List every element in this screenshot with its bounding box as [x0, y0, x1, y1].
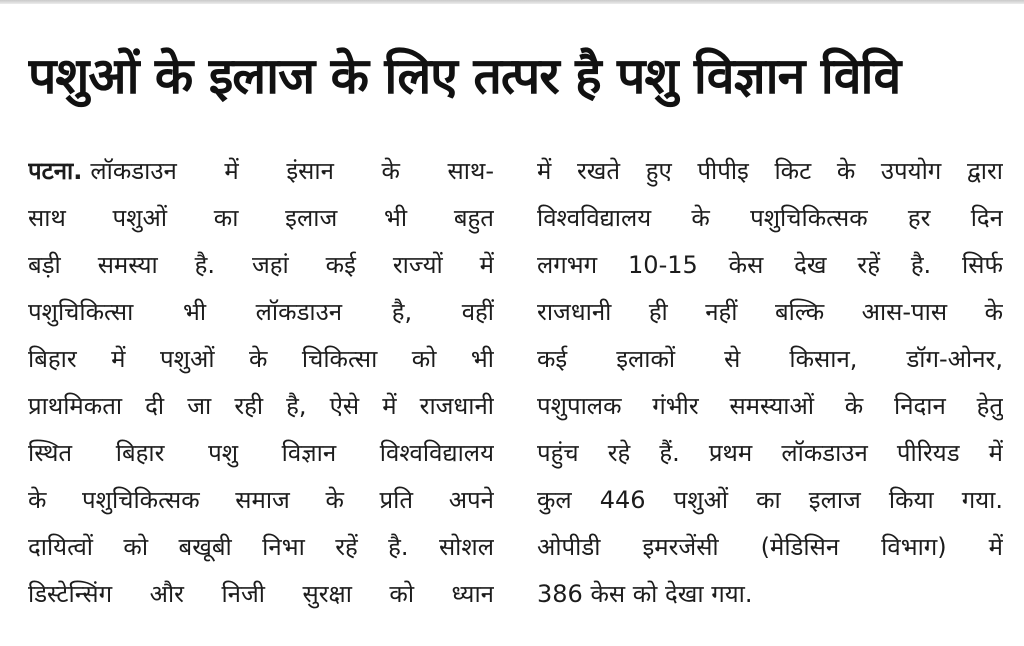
text-line: ओपीडी इमरजेंसी (मेडिसिन विभाग) में	[537, 533, 1003, 561]
text-line: साथ पशुओं का इलाज भी बहुत	[28, 204, 494, 232]
text-line: 386 केस को देखा गया.	[537, 580, 753, 608]
text-line: पहुंच रहे हैं. प्रथम लॉकडाउन पीरियड में	[537, 439, 1003, 467]
text-line: पशुपालक गंभीर समस्याओं के निदान हेतु	[537, 392, 1003, 420]
text-line: प्राथमिकता दी जा रही है, ऐसे में राजधानी	[28, 392, 494, 420]
text-line-content: लॉकडाउन में इंसान के साथ-	[90, 157, 494, 185]
text-line: पशुचिकित्सा भी लॉकडाउन है, वहीं	[28, 298, 494, 326]
text-line: कई इलाकों से किसान, डॉग-ओनर,	[537, 345, 1003, 373]
text-line	[28, 148, 494, 195]
article-column-right	[537, 148, 1003, 618]
top-rule	[0, 0, 1024, 4]
text-line: राजधानी ही नहीं बल्कि आस-पास के	[537, 298, 1003, 326]
text-line: में रखते हुए पीपीइ किट के उपयोग द्वारा	[537, 157, 1003, 185]
text-line: कुल 446 पशुओं का इलाज किया गया.	[537, 486, 1003, 514]
text-line: विश्वविद्यालय के पशुचिकित्सक हर दिन	[537, 204, 1003, 232]
article-column-left	[28, 148, 494, 618]
text-line: लगभग 10-15 केस देख रहें है. सिर्फ	[537, 251, 1003, 279]
text-line: के पशुचिकित्सक समाज के प्रति अपने	[28, 486, 494, 514]
article-headline: पशुओं के इलाज के लिए तत्पर है पशु विज्ञान विवि	[28, 47, 901, 105]
text-line: दायित्वों को बखूबी निभा रहें है. सोशल	[28, 533, 494, 561]
text-line: बड़ी समस्या है. जहां कई राज्यों में	[28, 251, 494, 279]
text-line: डिस्टेन्सिंग और निजी सुरक्षा को ध्यान	[28, 580, 494, 608]
dateline: पटना.	[28, 157, 83, 185]
text-line: स्थित बिहार पशु विज्ञान विश्वविद्यालय	[28, 439, 494, 467]
text-line: बिहार में पशुओं के चिकित्सा को भी	[28, 345, 494, 373]
